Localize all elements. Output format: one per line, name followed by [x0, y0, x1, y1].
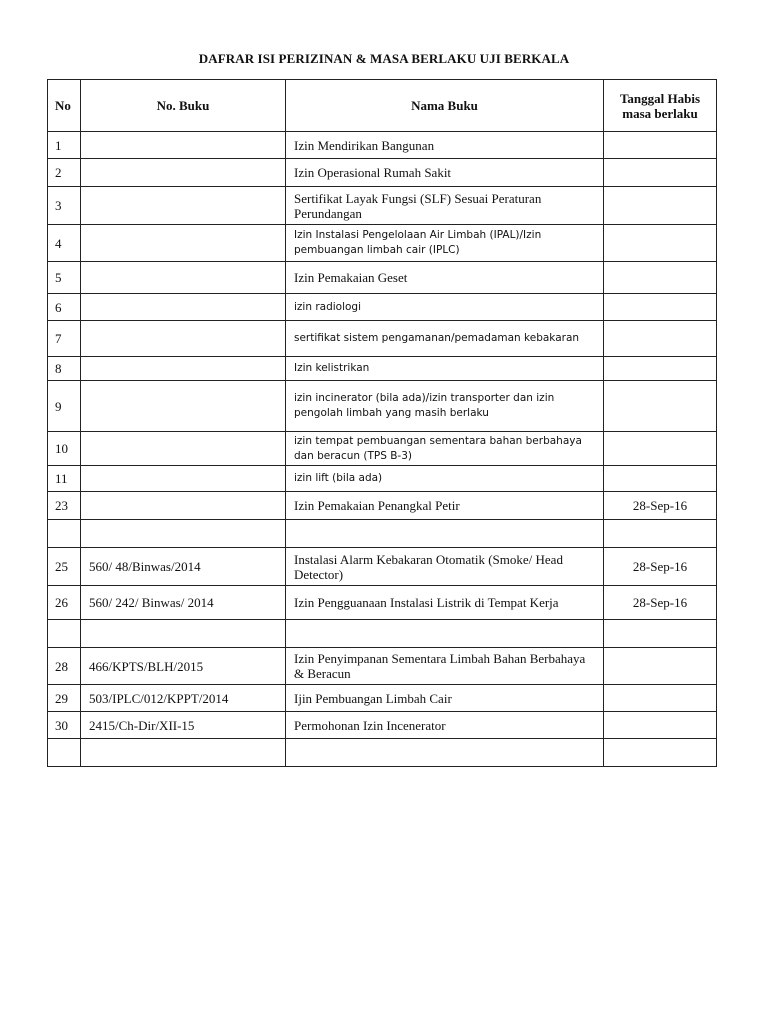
- cell-expiry: [604, 187, 717, 225]
- cell-book-no: [81, 357, 286, 381]
- table-header-row: [48, 80, 717, 132]
- cell-book-name: [286, 620, 604, 648]
- cell-no: 10: [48, 432, 81, 466]
- cell-expiry: [604, 357, 717, 381]
- cell-book-name: izin incinerator (bila ada)/izin transporter dan izin pengolah limbah yang masih berlaku: [286, 381, 604, 432]
- table-row: [48, 685, 717, 712]
- header-no: No: [48, 80, 81, 132]
- cell-expiry: [604, 294, 717, 321]
- table-row: [48, 225, 717, 262]
- cell-book-name: Izin Pemakaian Geset: [286, 262, 604, 294]
- cell-expiry: [604, 620, 717, 648]
- cell-book-name: izin radiologi: [286, 294, 604, 321]
- cell-book-no: [81, 432, 286, 466]
- cell-expiry: [604, 381, 717, 432]
- table-row: [48, 739, 717, 767]
- table-row: [48, 357, 717, 381]
- table-row: [48, 262, 717, 294]
- cell-book-no: 560/ 242/ Binwas/ 2014: [81, 586, 286, 620]
- cell-expiry: 28-Sep-16: [604, 586, 717, 620]
- cell-book-no: [81, 294, 286, 321]
- table-row: [48, 132, 717, 159]
- cell-no: 29: [48, 685, 81, 712]
- header-book-name: Nama Buku: [286, 80, 604, 132]
- cell-expiry: [604, 466, 717, 492]
- cell-expiry: [604, 685, 717, 712]
- cell-book-no: [81, 739, 286, 767]
- cell-book-no: [81, 225, 286, 262]
- cell-no: 26: [48, 586, 81, 620]
- table-row: [48, 712, 717, 739]
- cell-book-no: [81, 187, 286, 225]
- cell-no: 1: [48, 132, 81, 159]
- cell-expiry: 28-Sep-16: [604, 492, 717, 520]
- cell-book-name: sertifikat sistem pengamanan/pemadaman kebakaran: [286, 321, 604, 357]
- cell-no: 11: [48, 466, 81, 492]
- cell-no: [48, 620, 81, 648]
- table-row: [48, 294, 717, 321]
- cell-expiry: 28-Sep-16: [604, 548, 717, 586]
- cell-book-name: Izin Mendirikan Bangunan: [286, 132, 604, 159]
- table-row: [48, 159, 717, 187]
- table-row: [48, 620, 717, 648]
- cell-book-name: izin tempat pembuangan sementara bahan berbahaya dan beracun (TPS B-3): [286, 432, 604, 466]
- cell-book-name: Instalasi Alarm Kebakaran Otomatik (Smoke/ Head Detector): [286, 548, 604, 586]
- cell-no: 2: [48, 159, 81, 187]
- cell-book-name: Izin Operasional Rumah Sakit: [286, 159, 604, 187]
- cell-no: 6: [48, 294, 81, 321]
- cell-no: 8: [48, 357, 81, 381]
- cell-expiry: [604, 262, 717, 294]
- cell-book-no: [81, 620, 286, 648]
- cell-book-no: [81, 132, 286, 159]
- cell-book-no: 503/IPLC/012/KPPT/2014: [81, 685, 286, 712]
- cell-no: 23: [48, 492, 81, 520]
- cell-book-no: [81, 321, 286, 357]
- cell-book-no: 2415/Ch-Dir/XII-15: [81, 712, 286, 739]
- table-row: [48, 548, 717, 586]
- cell-no: 30: [48, 712, 81, 739]
- cell-expiry: [604, 321, 717, 357]
- cell-book-no: [81, 262, 286, 294]
- cell-book-no: [81, 520, 286, 548]
- cell-book-name: [286, 739, 604, 767]
- cell-book-name: Permohonan Izin Incenerator: [286, 712, 604, 739]
- cell-book-name: Izin Instalasi Pengelolaan Air Limbah (IPAL)/Izin pembuangan limbah cair (IPLC): [286, 225, 604, 262]
- cell-expiry: [604, 739, 717, 767]
- cell-book-name: Izin Penyimpanan Sementara Limbah Bahan Berbahaya & Beracun: [286, 648, 604, 685]
- table-row: [48, 381, 717, 432]
- cell-book-no: 466/KPTS/BLH/2015: [81, 648, 286, 685]
- table-row: [48, 492, 717, 520]
- cell-no: 3: [48, 187, 81, 225]
- table-row: [48, 586, 717, 620]
- cell-no: 4: [48, 225, 81, 262]
- table-row: [48, 466, 717, 492]
- cell-book-name: Sertifikat Layak Fungsi (SLF) Sesuai Peraturan Perundangan: [286, 187, 604, 225]
- table-row: [48, 520, 717, 548]
- cell-expiry: [604, 648, 717, 685]
- cell-book-name: Izin kelistrikan: [286, 357, 604, 381]
- cell-book-name: [286, 520, 604, 548]
- cell-expiry: [604, 225, 717, 262]
- cell-no: 7: [48, 321, 81, 357]
- table-row: [48, 321, 717, 357]
- cell-expiry: [604, 132, 717, 159]
- header-book-no: No. Buku: [81, 80, 286, 132]
- document-title: DAFRAR ISI PERIZINAN & MASA BERLAKU UJI BERKALA: [198, 51, 570, 66]
- table-row: [48, 187, 717, 225]
- cell-book-name: Ijin Pembuangan Limbah Cair: [286, 685, 604, 712]
- cell-expiry: [604, 712, 717, 739]
- cell-no: 5: [48, 262, 81, 294]
- cell-book-name: Izin Pengguanaan Instalasi Listrik di Tempat Kerja: [286, 586, 604, 620]
- cell-book-no: [81, 381, 286, 432]
- cell-no: 9: [48, 381, 81, 432]
- table-row: [48, 648, 717, 685]
- cell-no: 25: [48, 548, 81, 586]
- cell-expiry: [604, 159, 717, 187]
- cell-book-name: Izin Pemakaian Penangkal Petir: [286, 492, 604, 520]
- cell-book-no: [81, 159, 286, 187]
- cell-book-no: [81, 466, 286, 492]
- table-row: [48, 432, 717, 466]
- cell-book-no: 560/ 48/Binwas/2014: [81, 548, 286, 586]
- cell-expiry: [604, 520, 717, 548]
- cell-no: [48, 520, 81, 548]
- cell-expiry: [604, 432, 717, 466]
- header-expiry: Tanggal Habis masa berlaku: [604, 80, 717, 132]
- cell-book-name: izin lift (bila ada): [286, 466, 604, 492]
- license-table: [47, 79, 717, 767]
- cell-no: 28: [48, 648, 81, 685]
- cell-book-no: [81, 492, 286, 520]
- cell-no: [48, 739, 81, 767]
